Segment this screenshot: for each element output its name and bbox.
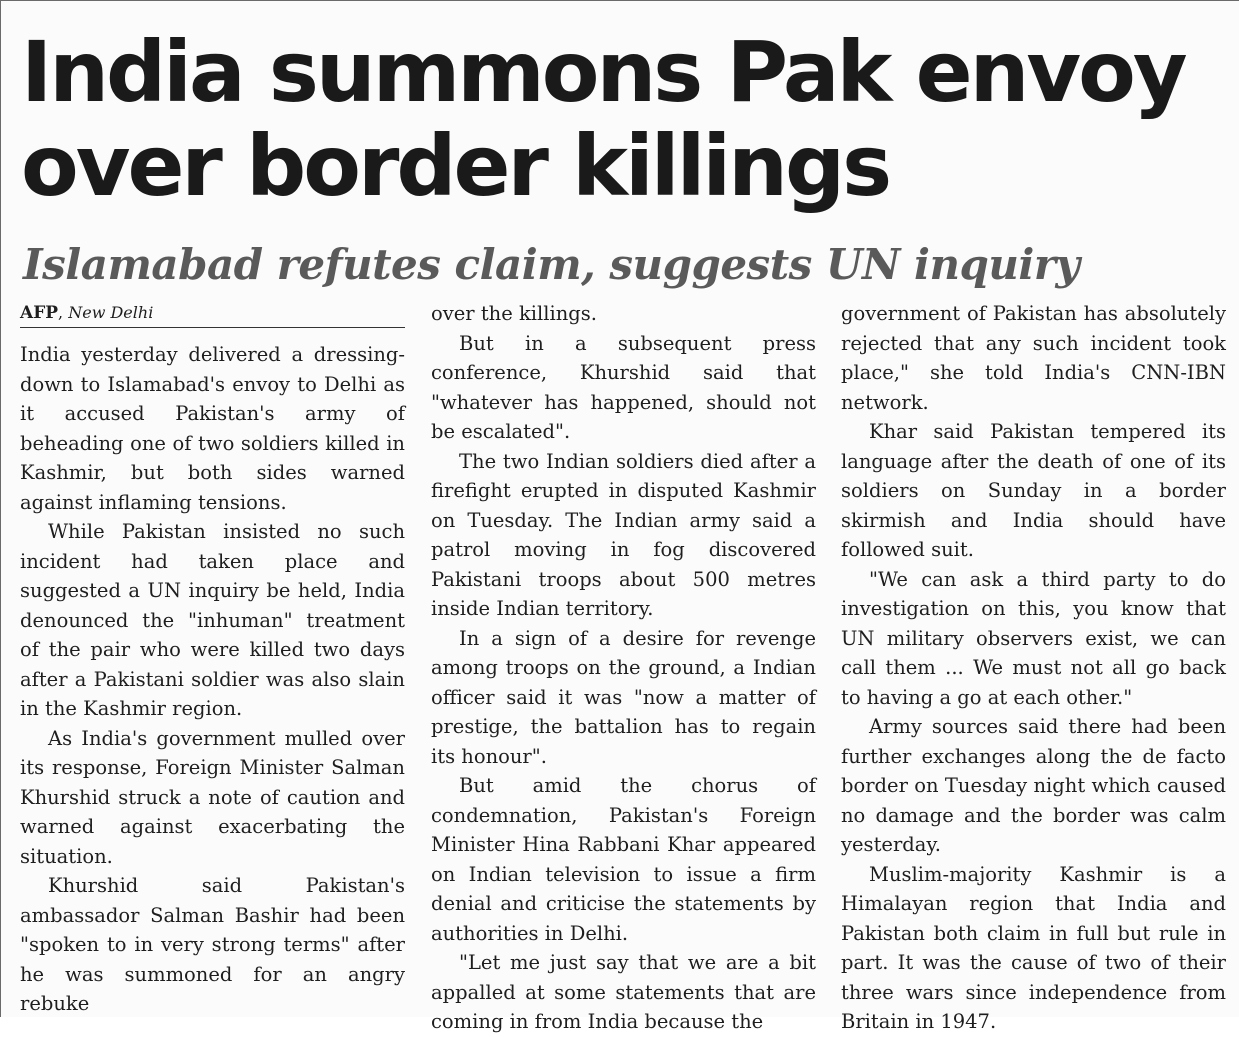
headline-line-1: India summons Pak envoy xyxy=(21,23,1185,121)
paragraph: As India's government mulled over its response, Foreign Minister Salman Khurshid struck a note of caution and warned against exacerbating the situation. xyxy=(20,726,405,868)
byline-place: New Delhi xyxy=(68,303,154,322)
paragraph: Muslim-majority Kashmir is a Himalayan region that India and Pakistan both claim in full but rule in part. It was the cause of two of their three wars since independence from Britain in 1947. xyxy=(841,862,1226,1033)
paragraph-continued: over the killings. xyxy=(431,302,597,325)
article-column-2 xyxy=(431,299,816,1037)
paragraph: "Let me just say that we are a bit appalled at some statements that are coming in from India because the xyxy=(431,951,816,1033)
paragraph: But amid the chorus of condemnation, Pakistan's Foreign Minister Hina Rabbani Khar appeared on Indian television to issue a firm denial and criticise the statements by authorities in Delhi. xyxy=(431,774,816,945)
paragraph: "We can ask a third party to do investigation on this, you know that UN military observers exist, we can call them ... We must not all go back to having a go at each other." xyxy=(841,567,1226,709)
article-column-1 xyxy=(20,299,405,1019)
paragraph: But in a subsequent press conference, Khurshid said that "whatever has happened, should not be escalated". xyxy=(431,331,816,443)
paragraph: While Pakistan insisted no such incident had taken place and suggested a UN inquiry be held, India denounced the "inhuman" treatment of the pair who were killed two days after a Pakistani soldier was also slain in the Kashmir region. xyxy=(20,520,405,720)
paragraph: Army sources said there had been further exchanges along the de facto border on Tuesday night which caused no damage and the border was calm yesterday. xyxy=(841,715,1226,856)
byline: AFP, New Delhi xyxy=(20,299,405,328)
paragraph: India yesterday delivered a dressing-down to Islamabad's envoy to Delhi as it accused Pakistan's army of beheading one of two soldiers killed in Kashmir, but both sides warned against inflaming tensions. xyxy=(20,343,405,514)
paragraph-continued: government of Pakistan has absolutely rejected that any such incident took place," she told India's CNN-IBN network. xyxy=(841,302,1226,414)
paragraph: The two Indian soldiers died after a firefight erupted in disputed Kashmir on Tuesday. The Indian army said a patrol moving in fog discovered Pakistani troops about 500 metres inside Indian territory. xyxy=(431,449,816,620)
article-column-3 xyxy=(841,299,1226,1037)
byline-agency: AFP xyxy=(20,303,59,323)
headline-line-2: over border killings xyxy=(21,117,890,215)
paragraph: Khar said Pakistan tempered its language after the death of one of its soldiers on Sunday in a border skirmish and India should have followed suit. xyxy=(841,420,1226,561)
headline xyxy=(21,25,1226,213)
paragraph: In a sign of a desire for revenge among troops on the ground, a Indian officer said it was "now a matter of prestige, the battalion has to regain its honour". xyxy=(431,626,816,768)
subheadline: Islamabad refutes claim, suggests UN inquiry xyxy=(23,240,1080,289)
paragraph: Khurshid said Pakistan's ambassador Salman Bashir had been "spoken to in very strong terms" after he was summoned for an angry rebuke xyxy=(20,874,405,1015)
